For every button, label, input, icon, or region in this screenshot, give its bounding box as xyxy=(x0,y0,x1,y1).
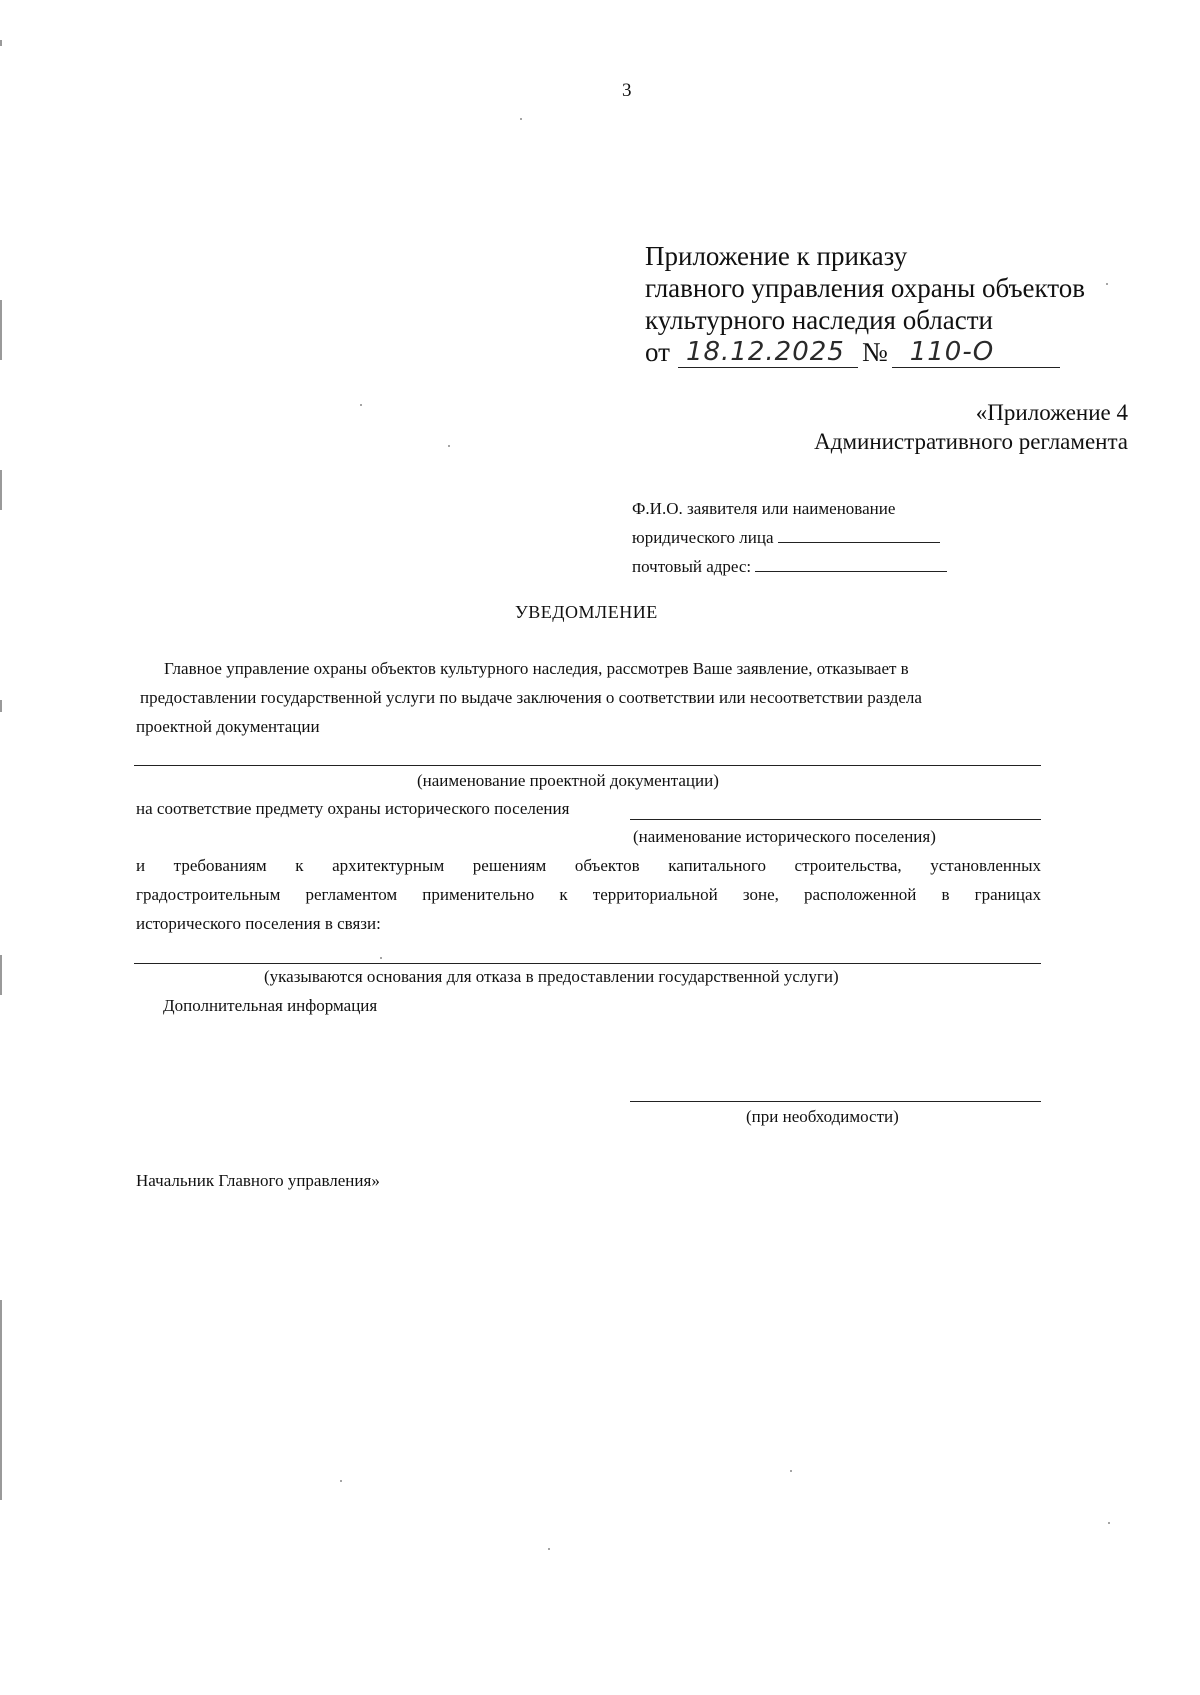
applicant-label: юридического лица xyxy=(632,528,774,547)
order-ref-line: культурного наследия области xyxy=(645,305,993,335)
scan-speck xyxy=(380,957,382,959)
scan-edge-mark xyxy=(0,470,2,510)
order-ref-line: Приложение к приказу xyxy=(645,241,908,271)
order-number-handwritten: 110-О xyxy=(892,337,1060,368)
scan-speck xyxy=(448,445,450,447)
order-date-number-row xyxy=(645,336,1085,368)
paragraph-line: Главное управление охраны объектов культурного наследия, рассмотрев Ваше заявление, отказывает в xyxy=(164,659,909,678)
scan-edge-mark xyxy=(0,300,2,360)
page-number: 3 xyxy=(622,80,632,101)
order-reference-block xyxy=(645,240,1085,368)
appendix-ref-line: Административного регламента xyxy=(814,429,1128,454)
scan-speck xyxy=(790,1470,792,1472)
scan-speck xyxy=(1106,283,1108,285)
paragraph-line: и требованиям к архитектурным решениям объектов капитального строительства, установленных xyxy=(136,856,1041,875)
paragraph-line: градостроительным регламентом применительно к территориальной зоне, расположенной в границах xyxy=(136,885,1041,904)
scan-edge-mark xyxy=(0,700,2,712)
scan-speck xyxy=(360,404,362,406)
project-doc-caption: (наименование проектной документации) xyxy=(417,771,719,790)
applicant-address-blank xyxy=(755,557,947,572)
applicant-line: Ф.И.О. заявителя или наименование xyxy=(632,499,896,518)
signature-title: Начальник Главного управления» xyxy=(136,1171,380,1190)
paragraph-line: проектной документации xyxy=(136,717,320,736)
additional-info-blank-line xyxy=(630,1101,1041,1102)
applicant-block xyxy=(632,494,947,581)
order-date-prefix: от xyxy=(645,337,670,367)
scan-edge-mark xyxy=(0,1300,2,1500)
settlement-caption: (наименование исторического поселения) xyxy=(633,827,936,846)
refusal-reasons-blank-line xyxy=(134,963,1041,964)
scan-edge-mark xyxy=(0,955,2,995)
scan-speck xyxy=(548,1548,550,1550)
appendix-ref-line: «Приложение 4 xyxy=(975,400,1128,425)
if-needed-caption: (при необходимости) xyxy=(746,1107,899,1126)
document-title: УВЕДОМЛЕНИЕ xyxy=(515,602,658,622)
settlement-blank-line xyxy=(630,819,1041,820)
applicant-line xyxy=(632,523,947,552)
order-number-sign: № xyxy=(861,337,888,367)
applicant-label: почтовый адрес: xyxy=(632,557,752,576)
project-doc-blank-line xyxy=(134,765,1041,766)
paragraph-line: исторического поселения в связи: xyxy=(136,914,381,933)
applicant-name-blank xyxy=(778,528,940,543)
refusal-reasons-caption: (указываются основания для отказа в предоставлении государственной услуги) xyxy=(264,967,839,986)
scan-edge-mark xyxy=(0,40,2,46)
scan-speck xyxy=(520,118,522,120)
scan-speck xyxy=(1108,1522,1110,1524)
applicant-line xyxy=(632,552,947,581)
appendix-reference xyxy=(814,398,1128,456)
order-ref-line: главного управления охраны объектов xyxy=(645,273,1085,303)
order-date-handwritten: 18.12.2025 xyxy=(678,337,858,368)
additional-info-label: Дополнительная информация xyxy=(163,996,378,1015)
paragraph-line: предоставлении государственной услуги по выдаче заключения о соответствии или несоответствии раздела xyxy=(140,688,922,707)
scan-speck xyxy=(340,1480,342,1482)
conformity-line: на соответствие предмету охраны исторического поселения xyxy=(136,799,570,818)
